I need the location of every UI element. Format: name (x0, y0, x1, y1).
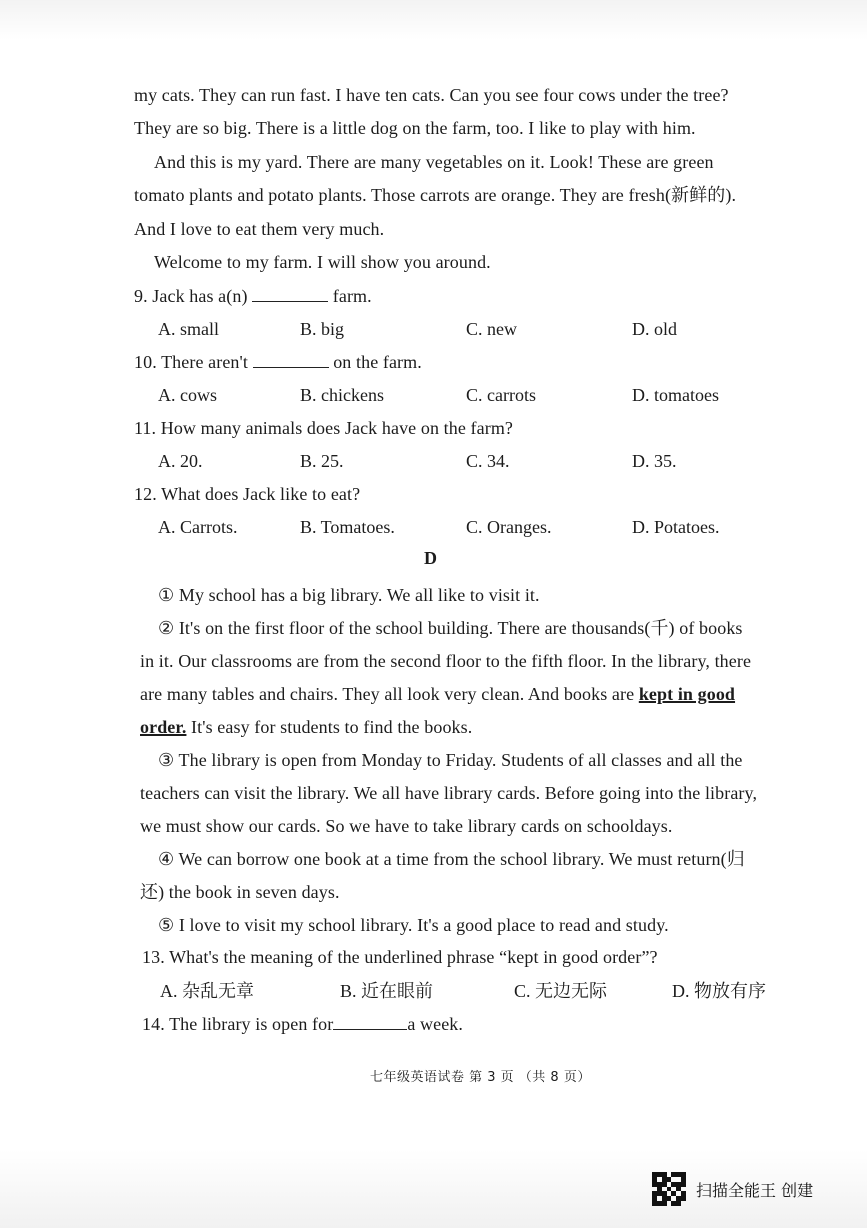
page-footer: 七年级英语试卷 第 3 页 （共 8 页） (370, 1070, 591, 1085)
option-d: D. old (632, 319, 677, 339)
passage-c-line: They are so big. There is a little dog on the farm, too. I like to play with him. (134, 118, 696, 138)
paragraph-4-line: ④ We can borrow one book at a time from the school library. We must return(归 (158, 849, 745, 869)
watermark-text: 扫描全能王 创建 (696, 1180, 814, 1200)
question-stem: 9. Jack has a(n) (134, 286, 248, 306)
paragraph-3-line: ③ The library is open from Monday to Friday. Students of all classes and all the (158, 750, 743, 770)
qr-code-icon (652, 1172, 686, 1206)
option-a: A. 20. (158, 451, 203, 471)
underlined-phrase: order. (140, 717, 187, 737)
option-c: C. 无边无际 (514, 981, 608, 1001)
paragraph-3-line: we must show our cards. So we have to take library cards on schooldays. (140, 816, 673, 836)
paragraph-3-line: teachers can visit the library. We all have library cards. Before going into the library, (140, 783, 758, 803)
option-c: C. carrots (466, 385, 536, 405)
passage-c-line: And I love to eat them very much. (134, 219, 385, 239)
passage-c-line: And this is my yard. There are many vegetables on it. Look! These are green (154, 152, 714, 172)
option-a: A. small (158, 319, 219, 339)
option-c: C. 34. (466, 451, 510, 471)
option-d: D. Potatoes. (632, 517, 720, 537)
answer-blank (253, 353, 329, 368)
paragraph-2-line (140, 716, 797, 738)
option-d: D. 物放有序 (672, 981, 766, 1001)
paragraph-2-line: ② It's on the first floor of the school building. There are thousands(千) of books (158, 618, 743, 638)
question-11: 11. How many animals does Jack have on the farm? (134, 418, 514, 438)
option-a: A. Carrots. (158, 517, 238, 537)
option-d: D. tomatoes (632, 385, 719, 405)
paragraph-2-line (140, 683, 797, 705)
paragraph-1: ① My school has a big library. We all like to visit it. (158, 585, 540, 605)
passage-c-line: Welcome to my farm. I will show you around. (154, 252, 491, 272)
option-c: C. new (466, 319, 517, 339)
option-b: B. big (300, 319, 345, 339)
section-heading: D (424, 548, 437, 568)
paragraph-5: ⑤ I love to visit my school library. It's a good place to read and study. (158, 915, 669, 935)
question-9 (134, 285, 797, 307)
option-a: A. 杂乱无章 (160, 981, 254, 1001)
option-c: C. Oranges. (466, 517, 552, 537)
question-14 (142, 1013, 797, 1035)
option-a: A. cows (158, 385, 217, 405)
paragraph-text: are many tables and chairs. They all look very clean. And books are (140, 684, 635, 704)
question-stem: 14. The library is open for (142, 1014, 334, 1034)
answer-blank (333, 1015, 407, 1030)
underlined-phrase: kept in good (638, 684, 736, 704)
paragraph-text: It's easy for students to find the books. (186, 717, 473, 737)
question-stem-end: farm. (332, 286, 372, 306)
option-b: B. chickens (300, 385, 384, 405)
question-10 (134, 351, 797, 373)
option-b: B. 25. (300, 451, 344, 471)
option-b: B. 近在眼前 (340, 981, 434, 1001)
option-d: D. 35. (632, 451, 677, 471)
option-b: B. Tomatoes. (300, 517, 395, 537)
question-13: 13. What's the meaning of the underlined phrase “kept in good order”? (142, 947, 658, 967)
answer-blank (252, 287, 328, 302)
paragraph-4-line: 还) the book in seven days. (140, 882, 340, 902)
question-stem-end: on the farm. (333, 352, 422, 372)
passage-c-line: my cats. They can run fast. I have ten cats. Can you see four cows under the tree? (134, 85, 729, 105)
passage-c-line: tomato plants and potato plants. Those carrots are orange. They are fresh(新鲜的). (134, 185, 737, 205)
question-12: 12. What does Jack like to eat? (134, 484, 361, 504)
paragraph-2-line: in it. Our classrooms are from the second floor to the fifth floor. In the library, there (140, 651, 752, 671)
question-stem: 10. There aren't (134, 352, 248, 372)
question-stem-end: a week. (407, 1014, 463, 1034)
scanner-watermark (652, 1172, 813, 1206)
